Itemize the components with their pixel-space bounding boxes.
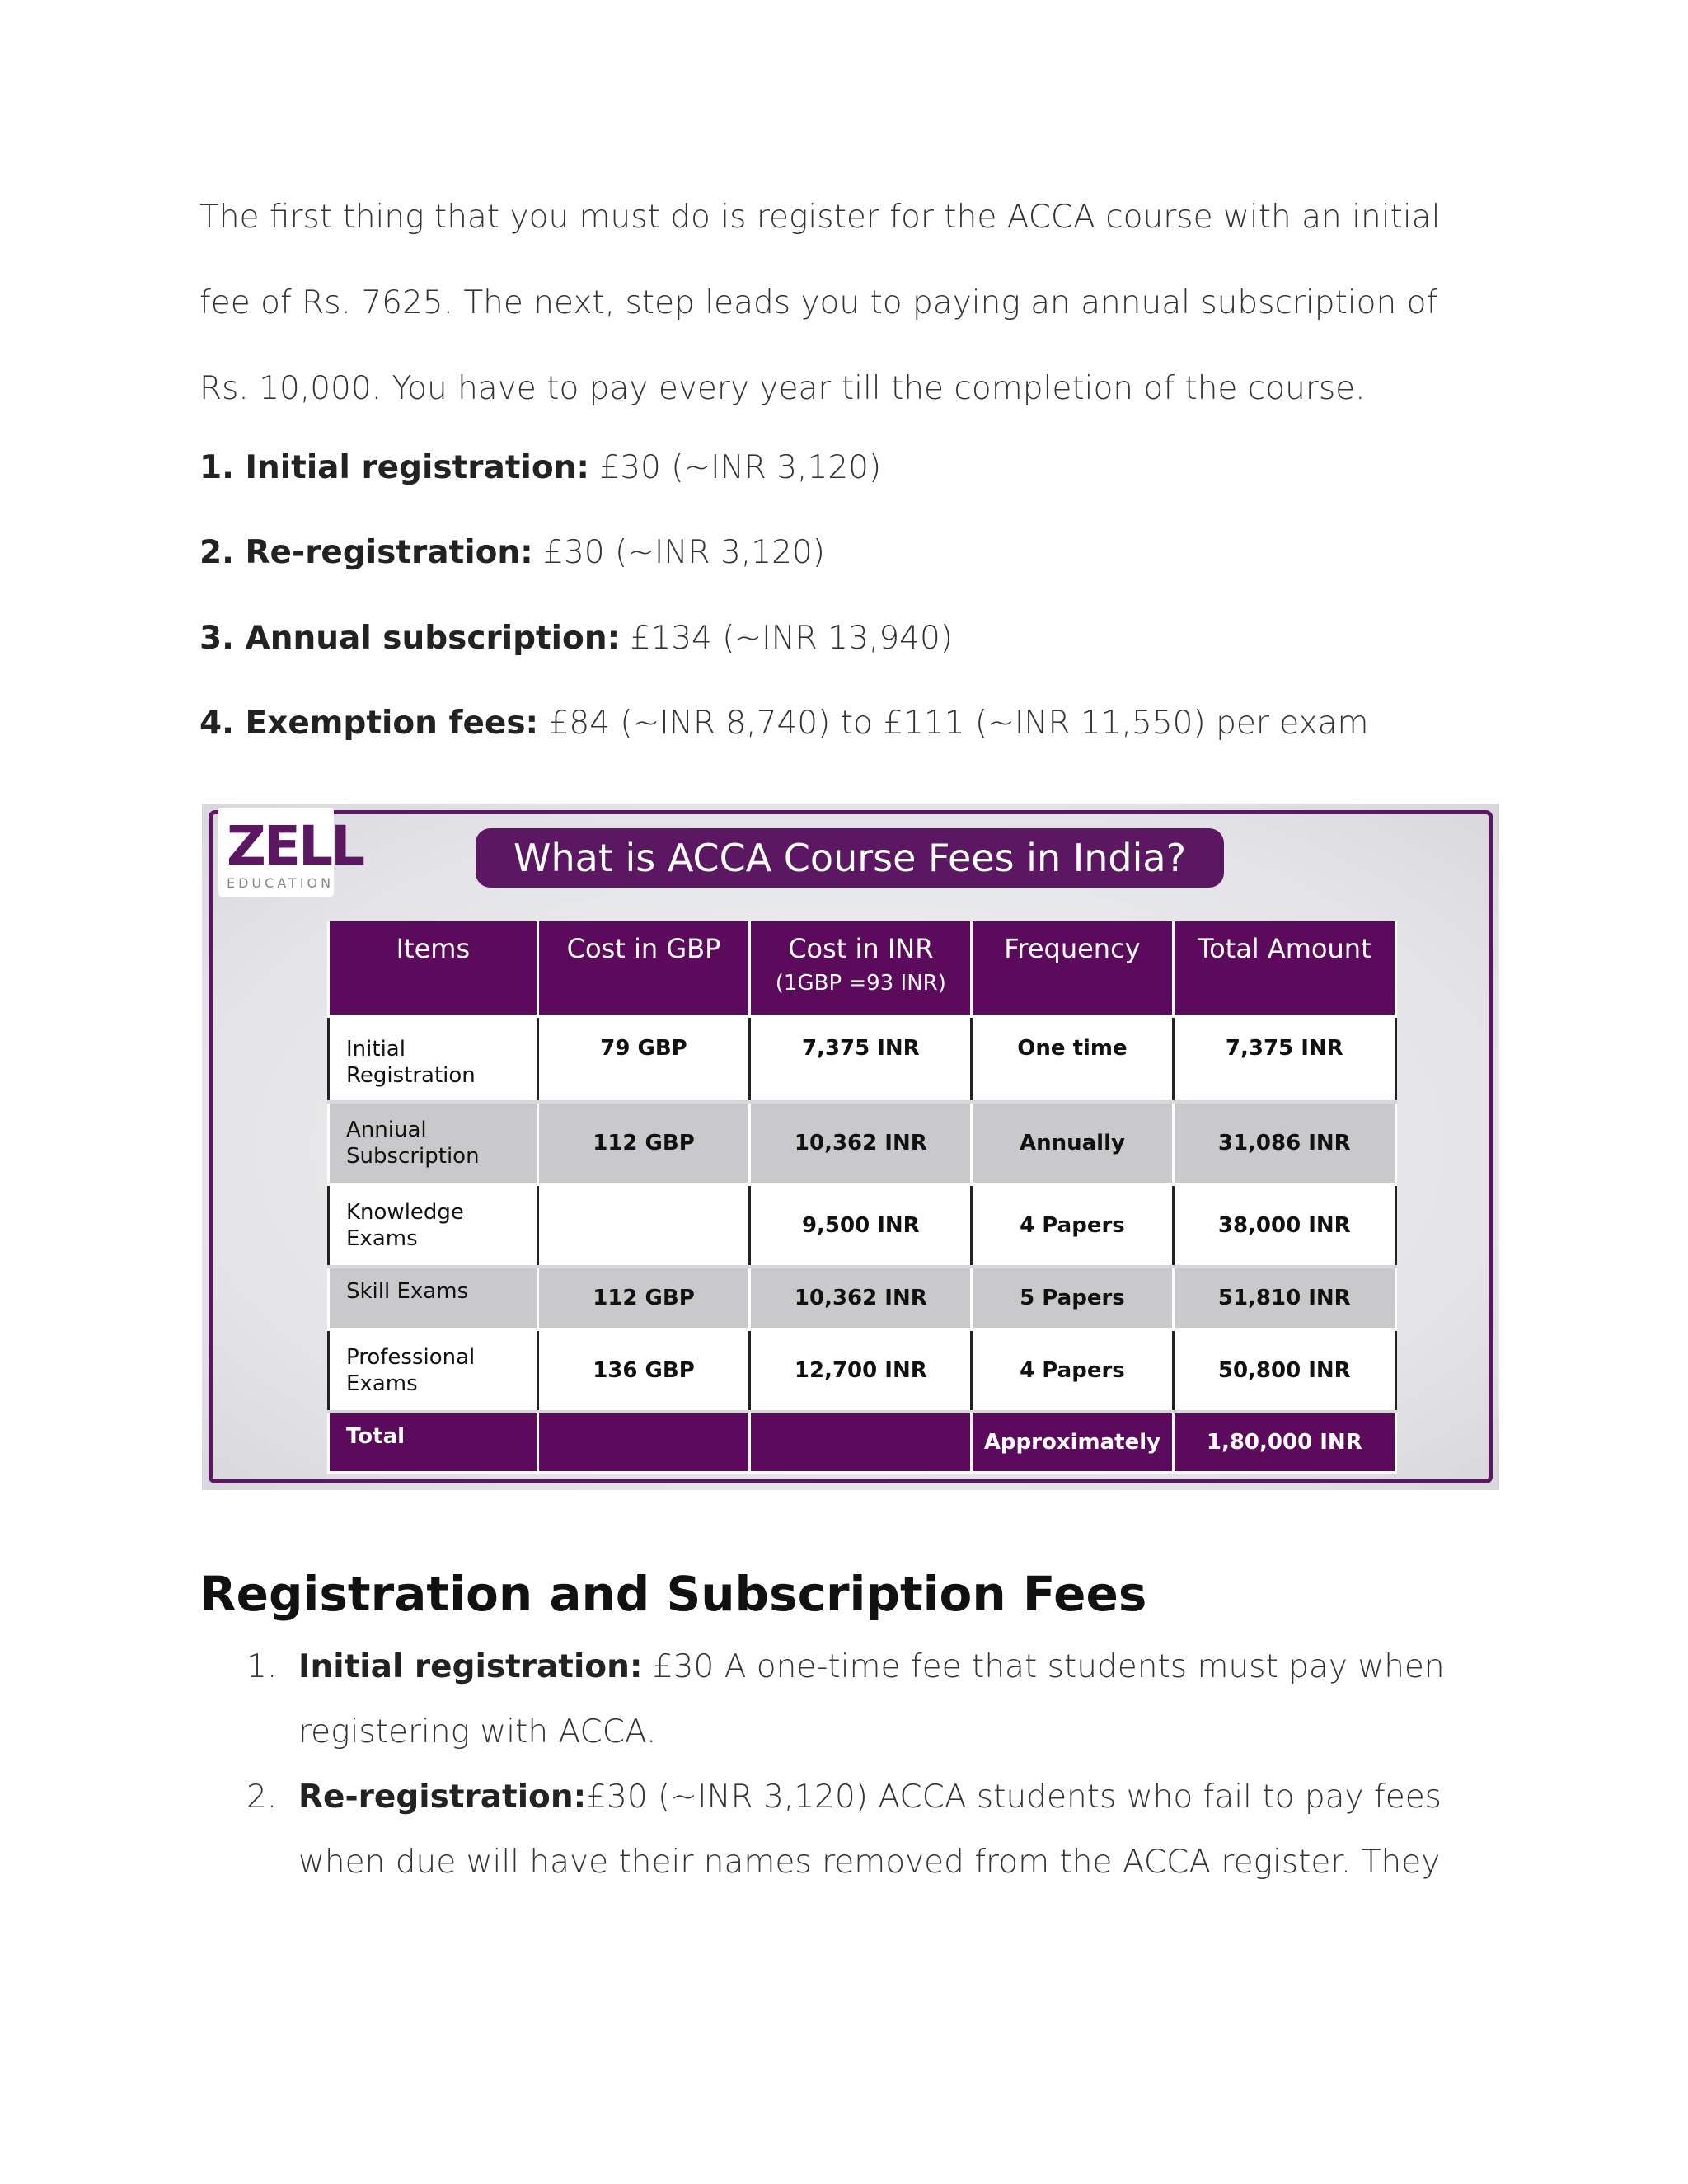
cell-total: 50,800 INR (1173, 1329, 1395, 1412)
cell-gbp: 136 GBP (537, 1329, 750, 1412)
list-item (199, 1634, 1518, 1765)
cell-total: 1,80,000 INR (1173, 1412, 1395, 1473)
list-line (298, 1634, 1518, 1699)
cell-inr: 10,362 INR (750, 1102, 972, 1184)
header-items: Items (329, 921, 538, 1016)
table-row (329, 1329, 1396, 1412)
cell-item-line: Registration (346, 1063, 476, 1088)
fee-item-annual-subscription (199, 620, 953, 657)
list-item (199, 1765, 1518, 1895)
cell-gbp: 112 GBP (537, 1267, 750, 1329)
cell-total: 51,810 INR (1173, 1267, 1395, 1329)
header-frequency: Frequency (972, 921, 1173, 1016)
cell-inr: 10,362 INR (750, 1267, 972, 1329)
cell-inr (750, 1412, 972, 1473)
intro-line: fee of Rs. 7625. The next, step leads you to paying an annual subscription of (199, 284, 1438, 321)
zell-logo (218, 808, 363, 897)
cell-item-line: Subscription (346, 1144, 480, 1169)
fees-table (327, 921, 1397, 1474)
fees-infographic (202, 804, 1499, 1490)
list-text: £30 A one-time fee that students must pay when (642, 1648, 1445, 1685)
table-row (329, 1184, 1396, 1267)
cell-item-line: Exams (346, 1371, 418, 1396)
fee-value: £134 (~INR 13,940) (620, 620, 953, 657)
fee-value: £30 (~INR 3,120) (589, 449, 882, 486)
table-total-row (329, 1412, 1396, 1473)
cell-frequency: Annually (972, 1102, 1173, 1184)
cell-inr: 7,375 INR (750, 1016, 972, 1102)
fee-label: 3. Annual subscription: (199, 620, 621, 657)
fee-item-re-registration (199, 534, 825, 571)
cell-item (329, 1329, 538, 1412)
cell-gbp: 79 GBP (537, 1016, 750, 1102)
cell-total: 38,000 INR (1173, 1184, 1395, 1267)
intro-line: Rs. 10,000. You have to pay every year till the completion of the course. (199, 370, 1366, 407)
list-text: £30 (~INR 3,120) ACCA students who fail to pay fees (586, 1779, 1442, 1816)
cell-item-line: Anniual (346, 1118, 427, 1142)
table-header-row (329, 921, 1396, 1016)
header-total-amount: Total Amount (1173, 921, 1395, 1016)
cell-frequency: 4 Papers (972, 1329, 1173, 1412)
section-heading: Registration and Subscription Fees (199, 1566, 1147, 1622)
cell-item-line: Exams (346, 1226, 418, 1251)
list-line (298, 1765, 1518, 1830)
cell-item-line: Initial (346, 1037, 406, 1062)
header-cost-inr (750, 921, 972, 1016)
table-row (329, 1267, 1396, 1329)
intro-line: The first thing that you must do is register for the ACCA course with an initial (199, 199, 1441, 236)
cell-gbp (537, 1412, 750, 1473)
cell-total-label: Total (329, 1412, 538, 1473)
list-number: 1. (246, 1648, 278, 1685)
table-row (329, 1102, 1396, 1184)
header-cost-inr-rate: (1GBP =93 INR) (775, 971, 946, 996)
fee-label: 4. Exemption fees: (199, 705, 539, 742)
cell-item (329, 1102, 538, 1184)
cell-item (329, 1016, 538, 1102)
cell-item: Skill Exams (329, 1267, 538, 1329)
cell-gbp: 112 GBP (537, 1102, 750, 1184)
list-line: registering with ACCA. (298, 1713, 657, 1750)
cell-total: 31,086 INR (1173, 1102, 1395, 1184)
fee-label: 2. Re-registration: (199, 534, 533, 571)
cell-total: 7,375 INR (1173, 1016, 1395, 1102)
header-cost-inr-label: Cost in INR (788, 933, 934, 964)
cell-inr: 12,700 INR (750, 1329, 972, 1412)
cell-inr: 9,500 INR (750, 1184, 972, 1267)
cell-item-line: Professional (346, 1345, 476, 1370)
cell-item (329, 1184, 538, 1267)
table-row (329, 1016, 1396, 1102)
cell-gbp (537, 1184, 750, 1267)
logo-subtext: EDUCATION (227, 875, 335, 891)
fee-label: 1. Initial registration: (199, 449, 589, 486)
fee-item-initial-registration (199, 449, 881, 486)
list-number: 2. (246, 1779, 278, 1816)
list-line: when due will have their names removed from the ACCA register. They (298, 1844, 1441, 1881)
fee-item-exemption-fees (199, 705, 1369, 742)
header-cost-gbp: Cost in GBP (537, 921, 750, 1016)
cell-item-line: Knowledge (346, 1200, 464, 1225)
fee-value: £30 (~INR 3,120) (532, 534, 825, 571)
cell-frequency: Approximately (972, 1412, 1173, 1473)
fee-value: £84 (~INR 8,740) to £111 (~INR 11,550) per exam (538, 705, 1369, 742)
registration-list (199, 1634, 1518, 1895)
infographic-title: What is ACCA Course Fees in India? (476, 828, 1224, 888)
list-label: Re-registration: (298, 1779, 587, 1816)
logo-text: ZELL (227, 814, 363, 878)
cell-frequency: 4 Papers (972, 1184, 1173, 1267)
list-label: Initial registration: (298, 1648, 643, 1685)
intro-paragraph (199, 175, 1518, 432)
cell-frequency: One time (972, 1016, 1173, 1102)
cell-frequency: 5 Papers (972, 1267, 1173, 1329)
